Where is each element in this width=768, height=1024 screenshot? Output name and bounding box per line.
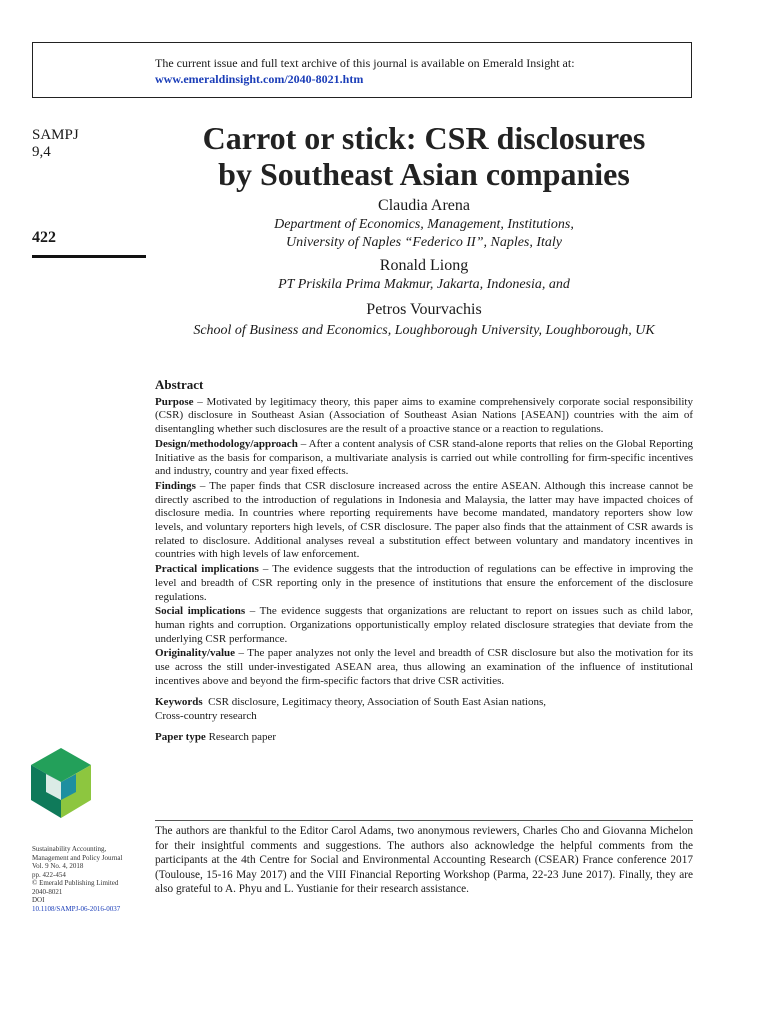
abstract-label: Originality/value: [155, 647, 236, 660]
meta-copyright: © Emerald Publishing Limited: [32, 879, 119, 887]
abstract-design: [155, 438, 693, 479]
meta-pages: pp. 422-454: [32, 870, 66, 879]
author-name: Claudia Arena: [378, 197, 470, 214]
acknowledgement-divider: [155, 820, 693, 821]
notice-text: [155, 55, 575, 87]
affiliation-line: University of Naples “Federico II”, Naples, Italy: [285, 235, 563, 250]
doi-label: DOI: [32, 896, 45, 904]
author-affiliation: [146, 322, 702, 340]
journal-abbrev: SAMPJ: [32, 127, 79, 143]
keywords-line-2: Cross-country research: [155, 710, 257, 723]
title-line-1: Carrot or stick: CSR disclosures: [202, 120, 646, 156]
paper-type-label: Paper type: [155, 731, 206, 744]
abstract-practical: [155, 563, 693, 604]
journal-notice-box: [32, 42, 692, 98]
abstract-heading: Abstract: [155, 377, 204, 392]
author-affiliation: [146, 216, 702, 252]
abstract-text: – After a content analysis of CSR stand-alone reports that relies on the Global Reporting Initiative as the basis for comparison, a multivariate analysis is carried out while controlling for firm-specific incentives and industry, country and year fixed effects.: [155, 437, 693, 478]
keywords-line-1: CSR disclosure, Legitimacy theory, Association of South East Asian nations,: [208, 696, 546, 709]
abstract-label: Practical implications: [155, 563, 259, 576]
journal-archive-link[interactable]: www.emeraldinsight.com/2040-8021.htm: [155, 72, 364, 86]
journal-code: [32, 127, 79, 161]
abstract-label: Design/methodology/approach: [155, 437, 298, 450]
author-name: Ronald Liong: [379, 257, 469, 274]
author-block: [146, 196, 702, 340]
journal-meta: [32, 845, 147, 913]
acknowledgement: The authors are thankful to the Editor Carol Adams, two anonymous reviewers, Charles Cho and Giovanna Michelon for their insightful comments and suggestions. The authors also acknowledge the helpful comments from the participants at the 4th Centre for Social and Environmental Accounting Research (CSEAR) France conference 2017 (Toulouse, 15-16 May 2017) and the VIII Financial Reporting Workshop (Parma, 22-23 June 2017). Finally, they are also grateful to A. Phyu and L. Yustianie for their research assistance.: [155, 825, 693, 895]
meta-journal-line: Sustainability Accounting,: [32, 845, 107, 853]
abstract-originality: [155, 647, 693, 688]
meta-issn: 2040-8021: [32, 887, 63, 896]
meta-volume: Vol. 9 No. 4, 2018: [32, 862, 84, 870]
keywords: [155, 695, 693, 723]
affiliation-line: PT Priskila Prima Makmur, Jakarta, Indonesia, and: [278, 277, 570, 292]
abstract-text: – The evidence suggests that organizations are reluctant to report on issues such as child labor, human rights and corruption. Organizations opportunistically employ related disclosure strategies that deviate from the underlying CSR performance.: [155, 605, 693, 645]
page-number-rule: [32, 255, 146, 258]
article-title: [146, 120, 702, 192]
title-line-2: by Southeast Asian companies: [218, 156, 630, 192]
abstract-social: [155, 605, 693, 646]
abstract-findings: [155, 480, 693, 562]
affiliation-line: Department of Economics, Management, Institutions,: [274, 217, 574, 232]
abstract-purpose: [155, 396, 693, 437]
author-affiliation: [146, 276, 702, 294]
doi-link[interactable]: 10.1108/SAMPJ-06-2016-0037: [32, 904, 121, 913]
affiliation-line: School of Business and Economics, Loughborough University, Loughborough, UK: [193, 323, 655, 338]
abstract-text: – The evidence suggests that the introduction of regulations can be effective in improving the level and breadth of CSR reporting only in the presence of institutions that ensure the enforcement of the disclosure regulations.: [155, 563, 693, 603]
abstract-text: – The paper analyzes not only the level and breadth of CSR disclosure but also the motivation for its use across the still under-investigated ASEAN area, thus allowing an examination of the influence of institutional incentives above and beyond the firm-specific factors that drive CSR activities.: [155, 647, 693, 687]
abstract-label: Purpose: [155, 395, 194, 408]
abstract-text: – The paper finds that CSR disclosure increased across the entire ASEAN. Although this increase cannot be directly ascribed to the introduction of regulations in Indonesia and Malaysia, the latter may have impacted choices of disclosure media. In countries where reporting requirements have become mandated, mandatory reporters show low levels, and voluntary reporters high levels, of CSR disclosure. The paper also finds that the attainment of CSR awards is related to disclosure. Additional analyses reveal a substitution effect between voluntary and mandatory incentives in countries with high levels of law enforcement.: [155, 479, 693, 561]
paper-type-value: Research paper: [208, 731, 277, 744]
abstract-label: Social implications: [155, 605, 246, 618]
notice-message: The current issue and full text archive of this journal is available on Emerald Insight at:: [155, 56, 575, 70]
emerald-logo: [31, 748, 91, 818]
keywords-label: Keywords: [155, 696, 203, 709]
abstract-label: Findings: [155, 479, 196, 492]
meta-journal-line: Management and Policy Journal: [32, 853, 123, 862]
page-number: 422: [32, 229, 56, 246]
author-name: Petros Vourvachis: [366, 301, 482, 318]
meta-doi: [32, 896, 147, 913]
abstract-text: – Motivated by legitimacy theory, this paper aims to examine comprehensively corporate social responsibility (CSR) disclosure in Southeast Asian (Association of Southeast Asian Nations [ASEAN]) countries with the aim of disentangling whether such disclosures are the result of a proactive stance or a reaction to regulations.: [155, 395, 693, 436]
paper-type: [155, 731, 693, 745]
abstract: [155, 378, 693, 745]
journal-volume: 9,4: [32, 144, 51, 160]
